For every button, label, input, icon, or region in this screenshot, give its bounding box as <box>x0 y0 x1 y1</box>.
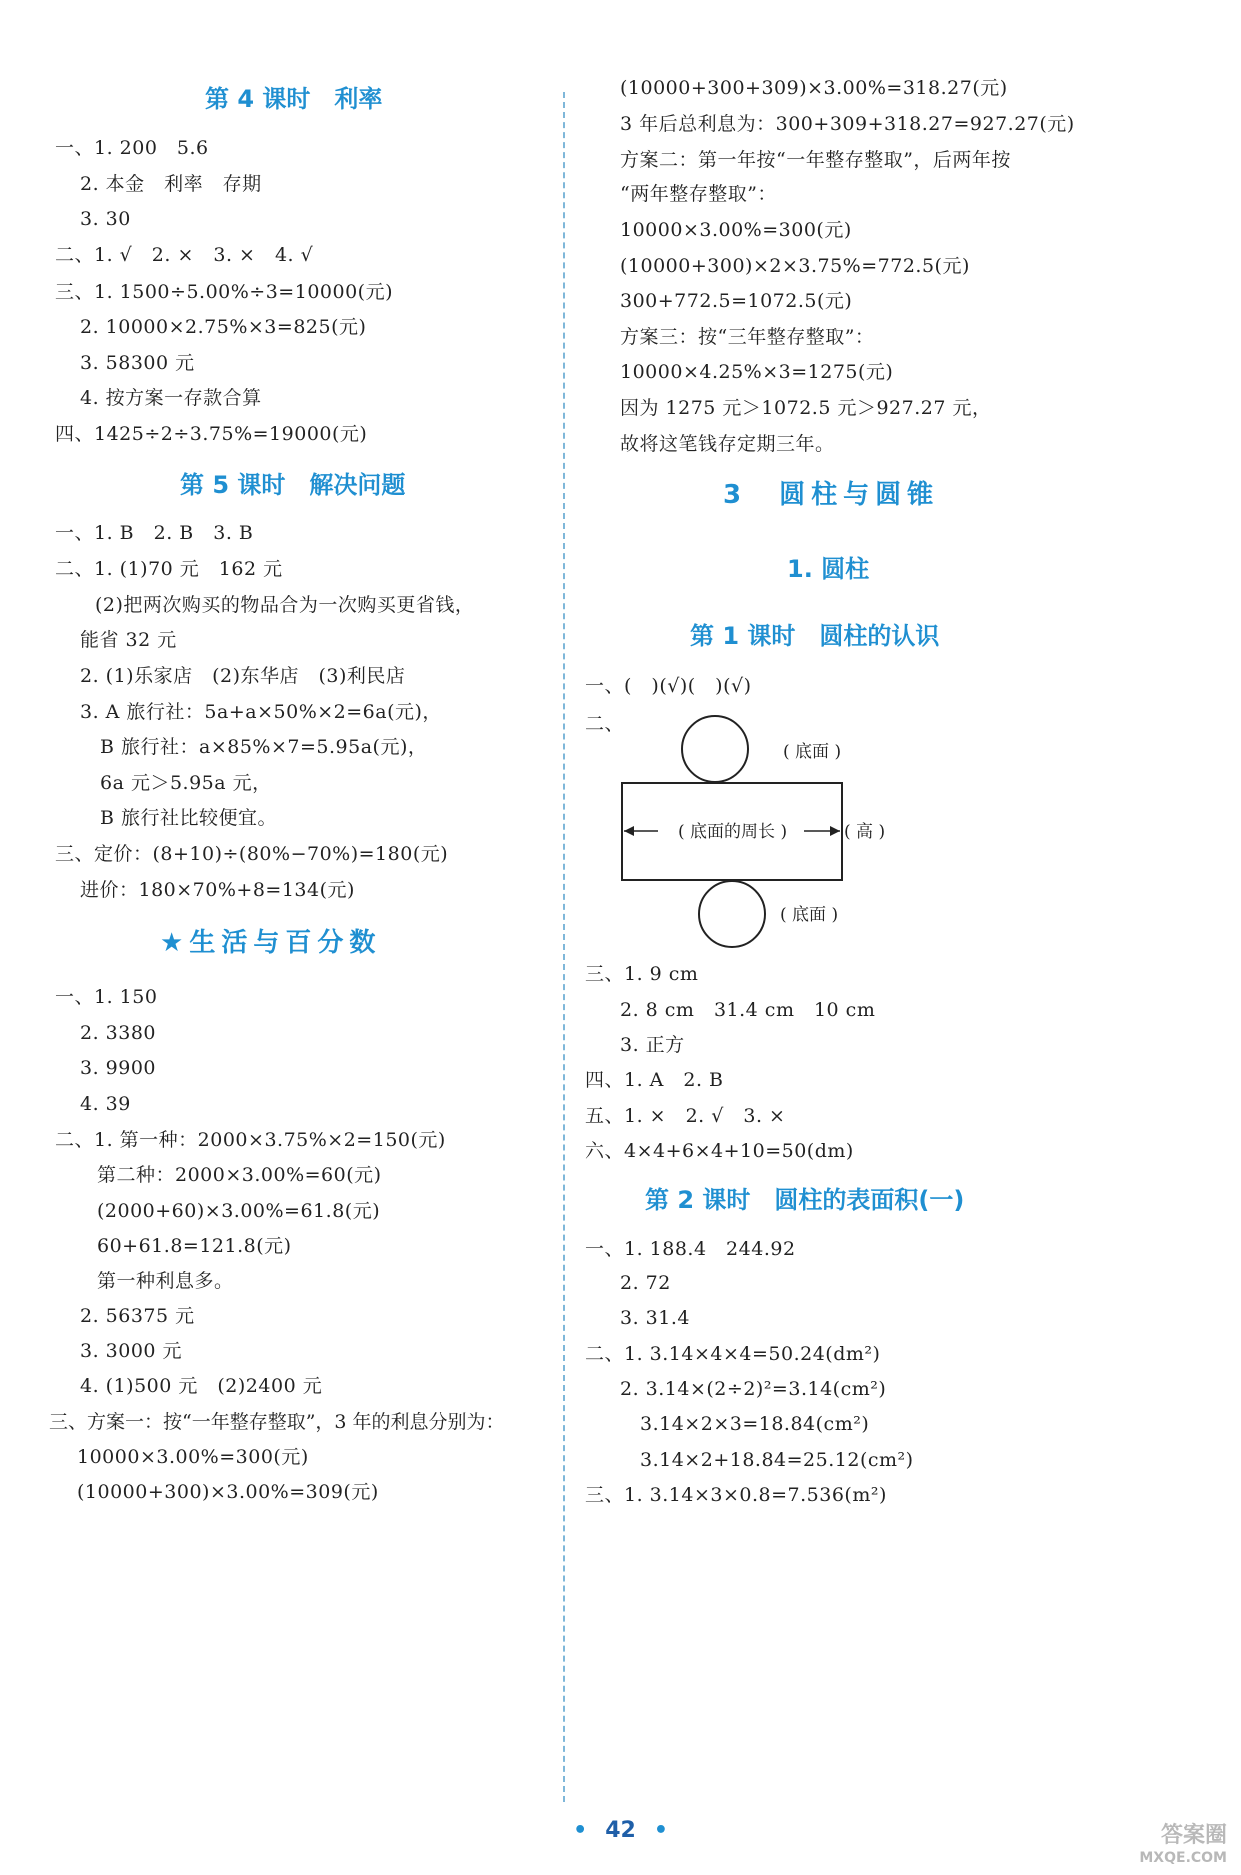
column-divider <box>563 92 565 1802</box>
answer-line: 3.14×2×3=18.84(cm²) <box>640 1413 870 1435</box>
top-base-circle <box>682 716 748 782</box>
answer-line: B 旅行社：a×85%×7=5.95a(元)， <box>100 736 428 758</box>
answer-line: (2000+60)×3.00%=61.8(元) <box>97 1200 381 1222</box>
answer-line: 2. 72 <box>620 1272 671 1294</box>
answer-line: 三、定价：(8+10)÷(80%−70%)=180(元) <box>55 843 449 865</box>
answer-line: 3. 58300 元 <box>80 352 195 374</box>
answer-line: 二、1. (1)70 元 162 元 <box>55 558 283 580</box>
answer-line: 一、1. B 2. B 3. B <box>55 522 254 544</box>
answer-line: 3. 正方 <box>620 1034 685 1056</box>
section-heading-text: 生活与百分数 <box>189 928 382 958</box>
answer-line: 10000×3.00%=300(元) <box>620 219 852 241</box>
answer-line: 一、1. 150 <box>55 986 158 1008</box>
answer-line: (10000+300)×2×3.75%=772.5(元) <box>620 255 970 277</box>
answer-line: 六、4×4+6×4+10=50(dm) <box>585 1140 854 1162</box>
answer-line: 方案三：按“三年整存整取”： <box>620 326 875 348</box>
bottom-base-label: ( 底面 ) <box>780 905 839 925</box>
answer-line: 3. A 旅行社：5a+a×50%×2=6a(元)， <box>80 701 442 723</box>
answer-line: 一、1. 188.4 244.92 <box>585 1238 796 1260</box>
answer-line: 3. 3000 元 <box>80 1340 183 1362</box>
page-number <box>0 1818 1241 1843</box>
watermark <box>1139 1825 1227 1869</box>
answer-line: (2)把两次购买的物品合为一次购买更省钱， <box>95 594 475 616</box>
answer-line: (10000+300+309)×3.00%=318.27(元) <box>620 77 1008 99</box>
answer-line: 五、1. × 2. √ 3. × <box>585 1105 786 1127</box>
answer-line: 三、方案一：按“一年整存整取”，3 年的利息分别为： <box>49 1411 505 1433</box>
answer-line: 4. 39 <box>80 1093 131 1115</box>
answer-line: 第一种利息多。 <box>97 1270 234 1292</box>
answer-line: 一、1. 200 5.6 <box>55 137 209 159</box>
answer-line: 3. 30 <box>80 208 131 230</box>
answer-line: 四、1. A 2. B <box>585 1069 724 1091</box>
answer-line: 三、1. 1500÷5.00%÷3=10000(元) <box>55 281 393 303</box>
circumference-label: ( 底面的周长 ) <box>678 822 788 842</box>
top-base-label: ( 底面 ) <box>783 742 842 762</box>
answer-line: 二、1. 3.14×4×4=50.24(dm²) <box>585 1343 881 1365</box>
watermark-title: 答案圈 <box>1160 1823 1227 1848</box>
answer-line: 4. (1)500 元 (2)2400 元 <box>80 1375 323 1397</box>
answer-line: 2. 3380 <box>80 1022 157 1044</box>
height-label: ( 高 ) <box>844 822 886 842</box>
star-icon: ★ <box>160 928 190 958</box>
left-arrow-head <box>624 826 634 836</box>
answer-line: 三、1. 9 cm <box>585 963 699 985</box>
answer-line: 进价：180×70%+8=134(元) <box>80 879 355 901</box>
answer-line: 二、1. 第一种：2000×3.75%×2=150(元) <box>55 1129 446 1151</box>
answer-line: 方案二：第一年按“一年整存整取”，后两年按 <box>620 149 1011 171</box>
answer-line: 2. 8 cm 31.4 cm 10 cm <box>620 999 876 1021</box>
answer-line: 第二种：2000×3.00%=60(元) <box>97 1164 382 1186</box>
answer-line: 2. (1)乐家店 (2)东华店 (3)利民店 <box>80 665 406 687</box>
answer-line: 故将这笔钱存定期三年。 <box>620 433 835 455</box>
answer-line: 2. 本金 利率 存期 <box>80 173 262 195</box>
right-arrow-head <box>830 826 840 836</box>
bullet-dot-icon: • <box>573 1818 588 1843</box>
answer-line: 3.14×2+18.84=25.12(cm²) <box>640 1449 914 1471</box>
chapter-heading-cylinder-and-cone: 3 圆柱与圆锥 <box>723 480 940 510</box>
bottom-base-circle <box>699 881 765 947</box>
answer-line: 三、1. 3.14×3×0.8=7.536(m²) <box>585 1484 887 1506</box>
cylinder-net-diagram <box>620 712 960 957</box>
answer-line: “两年整存整取”： <box>620 183 777 205</box>
bullet-dot-icon: • <box>653 1818 668 1843</box>
answer-line: 二、1. √ 2. × 3. × 4. √ <box>55 244 314 266</box>
answer-line: 4. 按方案一存款合算 <box>80 387 262 409</box>
answer-line: 300+772.5=1072.5(元) <box>620 290 853 312</box>
answer-line: 四、1425÷2÷3.75%=19000(元) <box>55 423 368 445</box>
lesson-heading-interest-rate: 第 4 课时 利率 <box>205 85 383 113</box>
lesson-heading-solve-problems: 第 5 课时 解决问题 <box>180 471 406 499</box>
answer-line: 10000×3.00%=300(元) <box>77 1446 309 1468</box>
answer-line: 2. 3.14×(2÷2)²=3.14(cm²) <box>620 1378 887 1400</box>
answer-line: 因为 1275 元＞1072.5 元＞927.27 元， <box>620 397 992 419</box>
answer-line: 60+61.8=121.8(元) <box>97 1235 292 1257</box>
answer-line: 10000×4.25%×3=1275(元) <box>620 361 894 383</box>
answer-line: 2. 10000×2.75%×3=825(元) <box>80 316 367 338</box>
lesson-heading-cylinder-intro: 第 1 课时 圆柱的认识 <box>690 622 940 650</box>
answer-line: 3. 9900 <box>80 1057 157 1079</box>
answer-line: 3 年后总利息为：300+309+318.27=927.27(元) <box>620 113 1075 135</box>
section-heading-life-and-percent <box>160 928 381 958</box>
lesson-heading-cylinder-surface-area: 第 2 课时 圆柱的表面积(一) <box>645 1186 965 1214</box>
answer-line: 2. 56375 元 <box>80 1305 195 1327</box>
answer-line: 一、( )(√)( )(√) <box>585 675 752 697</box>
section-heading-cylinder: 1. 圆柱 <box>787 555 870 583</box>
answer-line: 二、 <box>585 713 625 735</box>
answer-line: (10000+300)×3.00%=309(元) <box>77 1481 379 1503</box>
page-number-text: 42 <box>605 1818 636 1843</box>
answer-line: 3. 31.4 <box>620 1307 690 1329</box>
watermark-url: MXQE.COM <box>1139 1850 1227 1866</box>
answer-line: B 旅行社比较便宜。 <box>100 807 278 829</box>
answer-line: 能省 32 元 <box>80 629 177 651</box>
answer-line: 6a 元＞5.95a 元， <box>100 772 272 794</box>
